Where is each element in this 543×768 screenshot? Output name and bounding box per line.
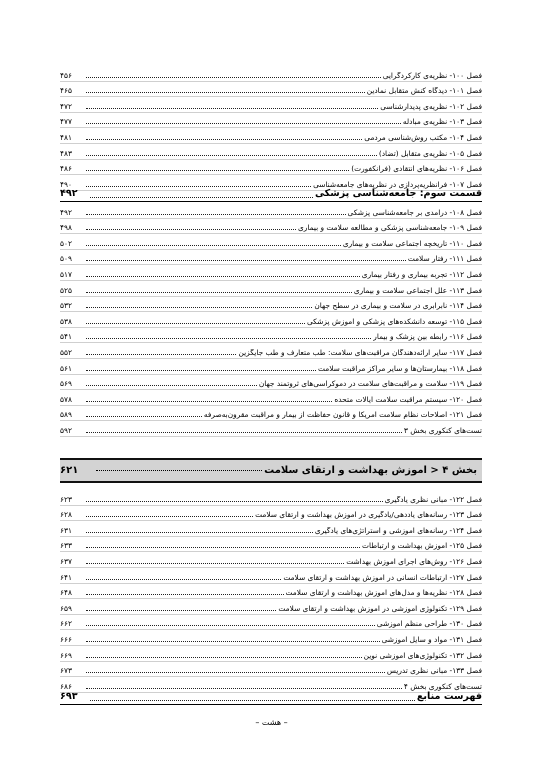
dot-leader [86, 139, 362, 140]
entry-page-number: ۶۴۱ [60, 572, 72, 582]
entry-page-number: ۵۵۲ [60, 348, 72, 358]
dot-leader [86, 563, 344, 564]
entry-title: فصل ۱۲۶- روش‌های اجرای آموزش بهداشت [346, 558, 482, 567]
references-title: فهرست منابع [416, 691, 482, 702]
entry-title: فصل ۱۱۸- بیمارستان‌ها و سایر مراکز مراقبت سلامت [318, 364, 482, 373]
entry-title: فصل ۱۱۳- علل اجتماعی سلامت و بیماری [353, 286, 482, 295]
entry-title: فصل ۱۳۲- تکنولوژی‌های آموزشی نوین [363, 651, 482, 660]
entry-page-number: ۵۰۲ [60, 238, 72, 248]
entry-title: فصل ۱۰۷- فرانظریه‌پردازی در نظریه‌های جامعه‌شناسی [313, 180, 482, 189]
entry-title: فصل ۱۳۰- طراحی منظم آموزشی [376, 620, 482, 629]
dot-leader [86, 229, 296, 230]
entry-title: فصل ۱۰۰- نظریه‌ی کارکردگرایی [382, 71, 482, 80]
toc-entry[interactable] [60, 490, 482, 506]
toc-entry[interactable] [60, 599, 482, 615]
dot-leader [86, 307, 312, 308]
toc-group-theories [60, 66, 482, 191]
dot-leader [86, 214, 346, 215]
section-title: قسمت سوم: جامعه‌شناسی پزشکی [314, 188, 482, 199]
entry-title: فصل ۱۲۹- تکنولوژی آموزشی در آموزش بهداشت و ارتقای سلامت [278, 604, 482, 613]
entry-page-number: ۵۳۸ [60, 316, 72, 326]
toc-entry[interactable] [60, 359, 482, 375]
toc-entry[interactable] [60, 265, 482, 281]
dot-leader [86, 547, 360, 548]
entry-page-number: ۴۸۳ [60, 148, 72, 158]
entry-title: فصل ۱۰۶- نظریه‌های انتقادی (فرانکفورت) [351, 165, 482, 174]
toc-entry[interactable] [60, 144, 482, 160]
dot-leader [86, 354, 236, 355]
dot-leader [86, 641, 380, 642]
entry-page-number: ۴۸۶ [60, 164, 72, 174]
toc-group-medical-sociology [60, 203, 482, 437]
entry-title: فصل ۱۱۲- تجربه بیماری و رفتار بیماری [361, 271, 482, 280]
entry-page-number: ۶۲۸ [60, 510, 72, 520]
dot-leader [86, 123, 401, 124]
entry-title: فصل ۱۲۳- رسانه‌های یاددهی/یادگیری در آموزش بهداشت و ارتقای سلامت [255, 511, 482, 520]
part-page-number: ۶۲۱ [60, 465, 79, 476]
toc-entry[interactable] [60, 343, 482, 359]
entry-page-number: ۶۳۷ [60, 557, 72, 567]
entry-title: فصل ۱۲۷- ارتباطات انسانی در آموزش بهداشت و ارتقای سلامت [283, 573, 482, 582]
section-3-header[interactable] [60, 179, 482, 202]
entry-page-number: ۵۴۱ [60, 332, 72, 342]
dot-leader [86, 657, 362, 658]
references-page-number: ۶۹۳ [60, 691, 78, 702]
toc-entry[interactable] [60, 615, 482, 631]
references-entry[interactable] [60, 686, 482, 705]
entry-page-number: ۵۹۲ [60, 426, 72, 435]
toc-entry[interactable] [60, 234, 482, 250]
entry-page-number: ۶۸۶ [60, 681, 72, 691]
entry-page-number: ۶۲۳ [60, 494, 72, 504]
dot-leader [86, 108, 378, 109]
toc-entry[interactable] [60, 66, 482, 82]
dot-leader [86, 625, 375, 626]
dot-leader [86, 92, 365, 93]
entry-title: فصل ۱۲۰- سیستم مراقبت سلامت ایالات متحده [334, 395, 482, 404]
entry-title: فصل ۱۱۴- نابرابری در سلامت و بیماری در سطح جهان [314, 302, 482, 311]
entry-page-number: ۵۸۹ [60, 410, 72, 420]
entry-page-number: ۶۶۲ [60, 619, 72, 629]
entry-title: فصل ۱۲۸- نظریه‌ها و مدل‌های آموزش بهداشت و ارتقای سلامت [285, 589, 482, 598]
toc-group-health-education [60, 490, 482, 693]
entry-title: تست‌های کنکوری بخش ۴ [403, 682, 482, 691]
toc-entry[interactable] [60, 312, 482, 328]
entry-page-number: ۴۹۸ [60, 223, 72, 233]
entry-title: فصل ۱۱۵- توسعه دانشکده‌های پزشکی و آموزش پزشکی [306, 317, 482, 326]
entry-title: فصل ۱۲۱- اصلاحات نظام سلامت آمریکا و قانون حفاظت از بیمار و مراقبت مقرون‌به‌صرفه [203, 411, 482, 420]
toc-entry[interactable] [60, 630, 482, 646]
entry-title: فصل ۱۱۷- سایر ارائه‌دهندگان مراقبت‌های سلامت: طب متعارف و طب جایگزین [238, 349, 482, 358]
entry-title: فصل ۱۱۱- رفتار سلامت [407, 255, 482, 264]
toc-entry[interactable] [60, 97, 482, 113]
entry-page-number: ۴۹۲ [60, 207, 72, 217]
entry-title: فصل ۱۰۲- نظریه‌ی پدیدارشناسی [380, 102, 482, 111]
dot-leader [86, 579, 281, 580]
toc-entry[interactable] [60, 506, 482, 522]
toc-entry[interactable] [60, 537, 482, 553]
dot-leader [86, 416, 202, 417]
entry-title: فصل ۱۰۸- درآمدی بر جامعه‌شناسی پزشکی [347, 208, 482, 217]
dot-leader [86, 532, 313, 533]
dot-leader [86, 245, 341, 246]
entry-page-number: ۶۳۱ [60, 525, 72, 535]
dot-leader [86, 292, 352, 293]
toc-entry[interactable] [60, 375, 482, 391]
entry-page-number: ۶۳۳ [60, 541, 72, 551]
dot-leader [86, 385, 257, 386]
toc-entry[interactable] [60, 250, 482, 266]
entry-page-number: ۴۷۷ [60, 117, 72, 127]
toc-entry[interactable] [60, 421, 482, 437]
toc-entry[interactable] [60, 406, 482, 422]
dot-leader [86, 516, 253, 517]
toc-entry[interactable] [60, 646, 482, 662]
entry-page-number: ۵۶۹ [60, 379, 72, 389]
dot-leader [86, 338, 371, 339]
entry-title: فصل ۱۰۵- نظریه‌ی متقابل (تضاد) [378, 149, 482, 158]
toc-entry[interactable] [60, 584, 482, 600]
toc-entry[interactable] [60, 521, 482, 537]
dot-leader [86, 370, 316, 371]
entry-title: فصل ۱۰۴- مکتب روش‌شناسی مردمی [364, 134, 482, 143]
entry-page-number: ۶۷۳ [60, 666, 72, 676]
toc-entry[interactable] [60, 281, 482, 297]
entry-page-number: ۴۷۲ [60, 101, 72, 111]
dot-leader [86, 155, 377, 156]
entry-page-number: ۶۶۹ [60, 650, 72, 660]
entry-page-number: ۴۸۱ [60, 133, 72, 143]
toc-entry[interactable] [60, 297, 482, 313]
dot-leader [90, 197, 313, 198]
toc-entry[interactable] [60, 203, 482, 219]
entry-page-number: ۵۱۷ [60, 270, 72, 280]
entry-title: فصل ۱۱۹- سلامت و مراقبت‌های سلامت در دموکراسی‌های ثروتمند جهان [258, 380, 482, 389]
toc-entry[interactable] [60, 128, 482, 144]
dot-leader [86, 260, 406, 261]
toc-entry[interactable] [60, 390, 482, 406]
dot-leader [86, 170, 349, 171]
toc-entry[interactable] [60, 328, 482, 344]
toc-entry[interactable] [60, 662, 482, 678]
entry-page-number: ۵۰۹ [60, 254, 72, 264]
entry-title: فصل ۱۳۳- مبانی نظری تدریس [386, 667, 482, 676]
entry-title: فصل ۱۰۱- دیدگاه کنش متقابل نمادین [366, 87, 482, 96]
page-number-footer: – هشت – [255, 718, 288, 727]
entry-title: فصل ۱۰۳- نظریه‌ی مبادله [402, 118, 482, 127]
dot-leader [86, 594, 284, 595]
entry-page-number: ۶۴۸ [60, 588, 72, 598]
dot-leader [86, 401, 332, 402]
dot-leader [86, 501, 383, 502]
entry-page-number: ۴۹۰ [60, 179, 72, 189]
entry-title: تست‌های کنکوری بخش ۳ [403, 427, 482, 435]
entry-page-number: ۴۵۶ [60, 70, 72, 80]
dot-leader [86, 432, 402, 433]
dot-leader [86, 672, 385, 673]
entry-title: فصل ۱۱۶- رابطه بین پزشک و بیمار [373, 333, 482, 342]
dot-leader [86, 610, 276, 611]
entry-title: فصل ۱۲۲- مبانی نظری یادگیری [384, 495, 482, 504]
dot-leader [86, 323, 305, 324]
entry-title: فصل ۱۳۱- مواد و سایل آموزشی [381, 636, 482, 645]
dot-leader [86, 77, 381, 78]
entry-page-number: ۶۵۹ [60, 603, 72, 613]
section-page-number: ۴۹۲ [60, 188, 78, 199]
entry-page-number: ۵۶۱ [60, 363, 72, 373]
entry-title: فصل ۱۲۴- رسانه‌های آموزشی و استراتژی‌های یادگیری [314, 526, 482, 535]
dot-leader [90, 700, 415, 701]
toc-entry[interactable] [60, 82, 482, 98]
toc-entry[interactable] [60, 160, 482, 176]
entry-title: فصل ۱۰۹- جامعه‌شناسی پزشکی و مطالعه سلامت و بیماری [297, 224, 482, 233]
entry-page-number: ۴۶۵ [60, 86, 72, 96]
entry-page-number: ۵۷۸ [60, 394, 72, 404]
entry-title: فصل ۱۲۵- آموزش بهداشت و ارتباطات [362, 542, 482, 551]
toc-entry[interactable] [60, 219, 482, 235]
part-4-header[interactable] [60, 458, 482, 483]
toc-entry[interactable] [60, 113, 482, 129]
entry-title: فصل ۱۱۰- تاریخچه اجتماعی سلامت و بیماری [342, 239, 482, 248]
entry-page-number: ۵۳۲ [60, 301, 72, 311]
part-title: بخش ۴ < آموزش بهداشت و ارتقای سلامت [264, 465, 477, 476]
entry-page-number: ۶۶۶ [60, 635, 72, 645]
entry-page-number: ۵۲۵ [60, 285, 72, 295]
toc-entry[interactable] [60, 552, 482, 568]
dot-leader [86, 276, 360, 277]
toc-entry[interactable] [60, 568, 482, 584]
dot-leader [96, 470, 262, 471]
